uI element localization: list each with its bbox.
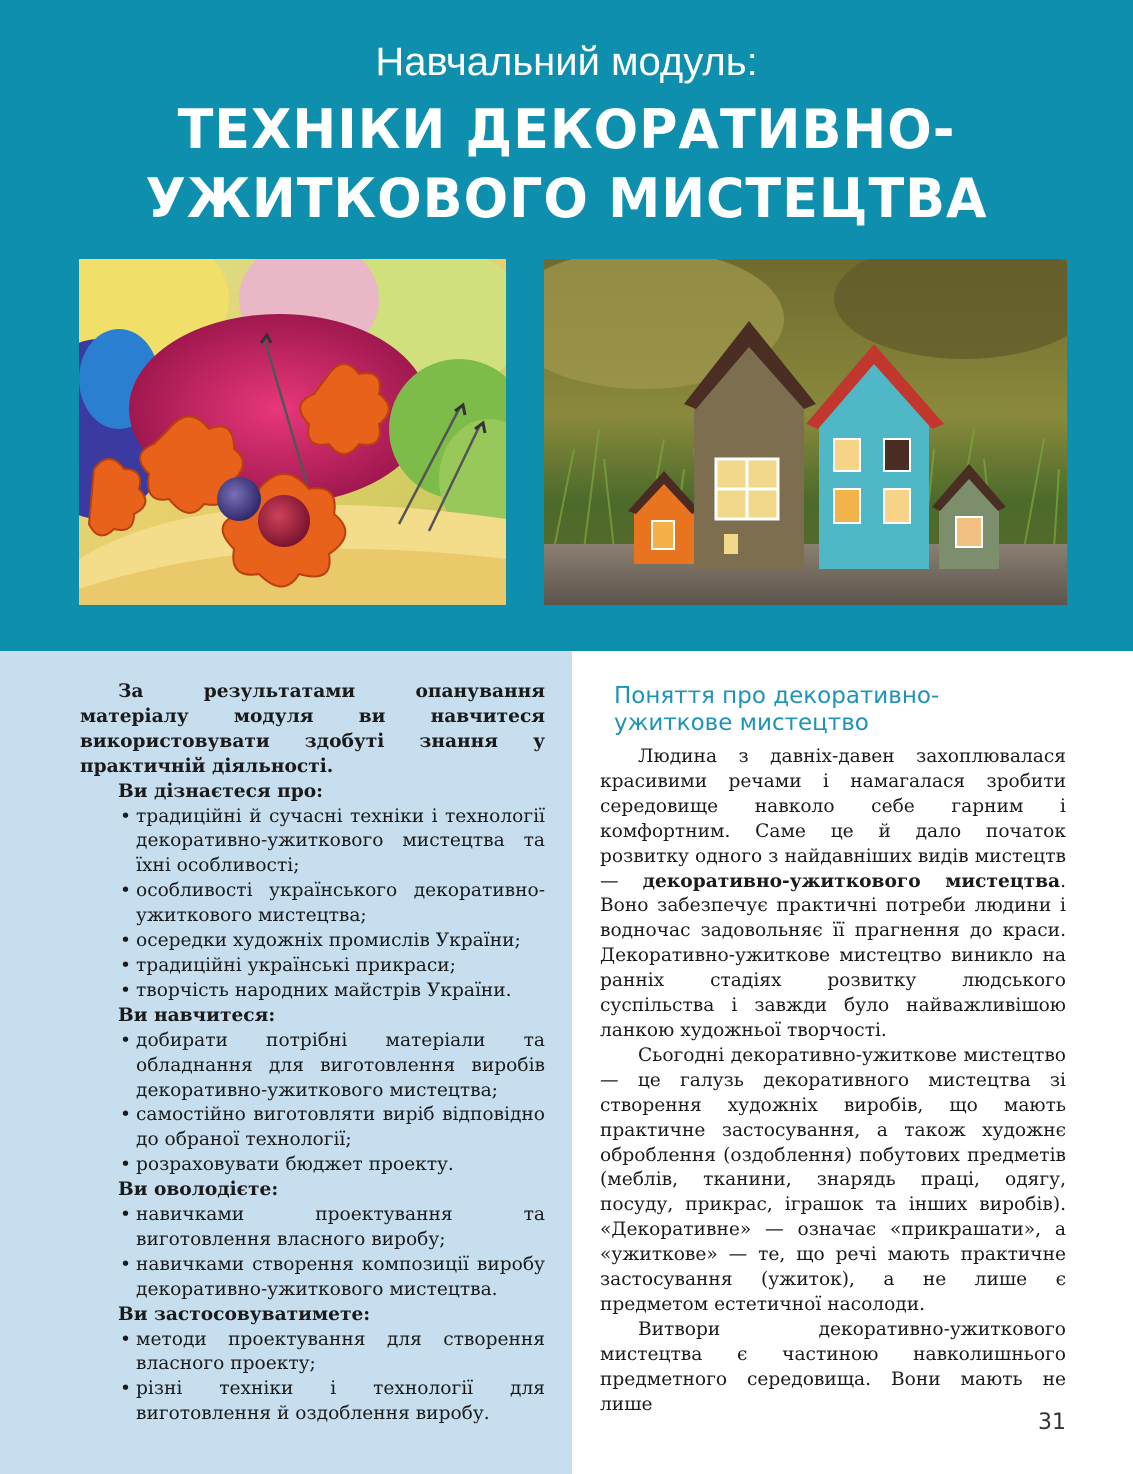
module-header [0,0,1133,651]
section-label-will-master: Ви оволодієте: [118,1179,279,1201]
list-item: • навичками проектування та виготовлення власного виробу; [116,1203,545,1253]
paragraph-2: Сьогодні декоративно-ужиткове мистецтво — це галузь декоративного мистецтва зі створення художніх виробів, що мають практичне застосування, а також художнє оброблення (оздоблення) побутових предметів (меблів, тканини, знарядь праці, одягу, посуду, прикрас, іграшок та інших виробів). «Декоративне» — означає «прикрашати», а «ужиткове» — те, що речі мають практичне застосування (ужиток), а не лише є предметом естетичної насолоди. [600,1044,1066,1315]
section-heading-line2: ужиткове мистецтво [614,710,869,736]
list-item: • розраховувати бюджет проекту. [116,1153,545,1178]
module-title-line2: УЖИТКОВОГО МИСТЕЦТВА [145,167,988,230]
will-apply-list [80,1328,545,1428]
paragraph-1-text-a: Людина з давніх-давен захоплювалася красивими речами і намагалася зробити середовище навколо себе гарним і комфортним. Саме це й дало початок розвитку одного з найдавніших видів мистецтв — [600,746,1066,892]
learn-about-list [80,805,545,1004]
felted-houses-photo [544,259,1067,605]
page-number: 31 [1038,1410,1066,1435]
list-item: • навичками створення композиції виробу декоративно-ужиткового мистецтва. [116,1253,545,1303]
list-item: • самостійно виготовляти виріб відповідно до обраної технології; [116,1103,545,1153]
list-item: • осередки художніх промислів України; [116,929,545,954]
section-label-will-learn: Ви навчитеся: [118,1004,276,1026]
list-item: • традиційні й сучасні техніки і технології декоративно-ужиткового мистецтва та їхні особливості; [116,805,545,880]
paragraph-1 [600,745,1066,1044]
list-item: • добирати потрібні матеріали та обладнання для виготовлення виробів декоративно-ужиткового мистецтва; [116,1029,545,1104]
objectives-intro: За результатами опанування матеріалу модуля ви навчитеся використовувати здобуті знання у практичній діяльності. [80,681,545,777]
list-item: • традиційні українські прикраси; [116,954,545,979]
module-title-line1: ТЕХНІКИ ДЕКОРАТИВНО- [177,98,956,161]
will-learn-list [80,1029,545,1178]
section-heading [614,683,1066,737]
felting-wool-photo [79,259,506,605]
article-column [600,683,1066,1417]
module-subtitle: Навчальний модуль: [375,40,758,84]
list-item: • методи проектування для створення власного проекту; [116,1328,545,1378]
section-heading-line1: Поняття про декоративно- [614,683,940,709]
section-label-will-apply: Ви застосовуватимете: [118,1303,371,1325]
section-label-learn-about: Ви дізнаєтеся про: [118,780,324,802]
list-item: • різні техніки і технології для виготовлення й оздоблення виробу. [116,1377,545,1427]
paragraph-1-text-b: . Воно забезпечує практичні потреби людини і водночас задовольняє її прагнення до краси. Декоративно-ужиткове мистецтво виникло на ранніх стадіях розвитку людського суспільства і завжди було найважливішою ланкою художньої творчості. [600,870,1066,1041]
paragraph-1-term: декоративно-ужиткового мистецтва [642,870,1061,892]
list-item: • особливості українського декоративно-ужиткового мистецтва; [116,879,545,929]
list-item: • творчість народних майстрів України. [116,979,545,1004]
paragraph-3: Витвори декоративно-ужиткового мистецтва є частиною навколишнього предметного середовища. Вони мають не лише [600,1318,1066,1415]
will-master-list [80,1203,545,1303]
learning-objectives [80,680,545,1427]
